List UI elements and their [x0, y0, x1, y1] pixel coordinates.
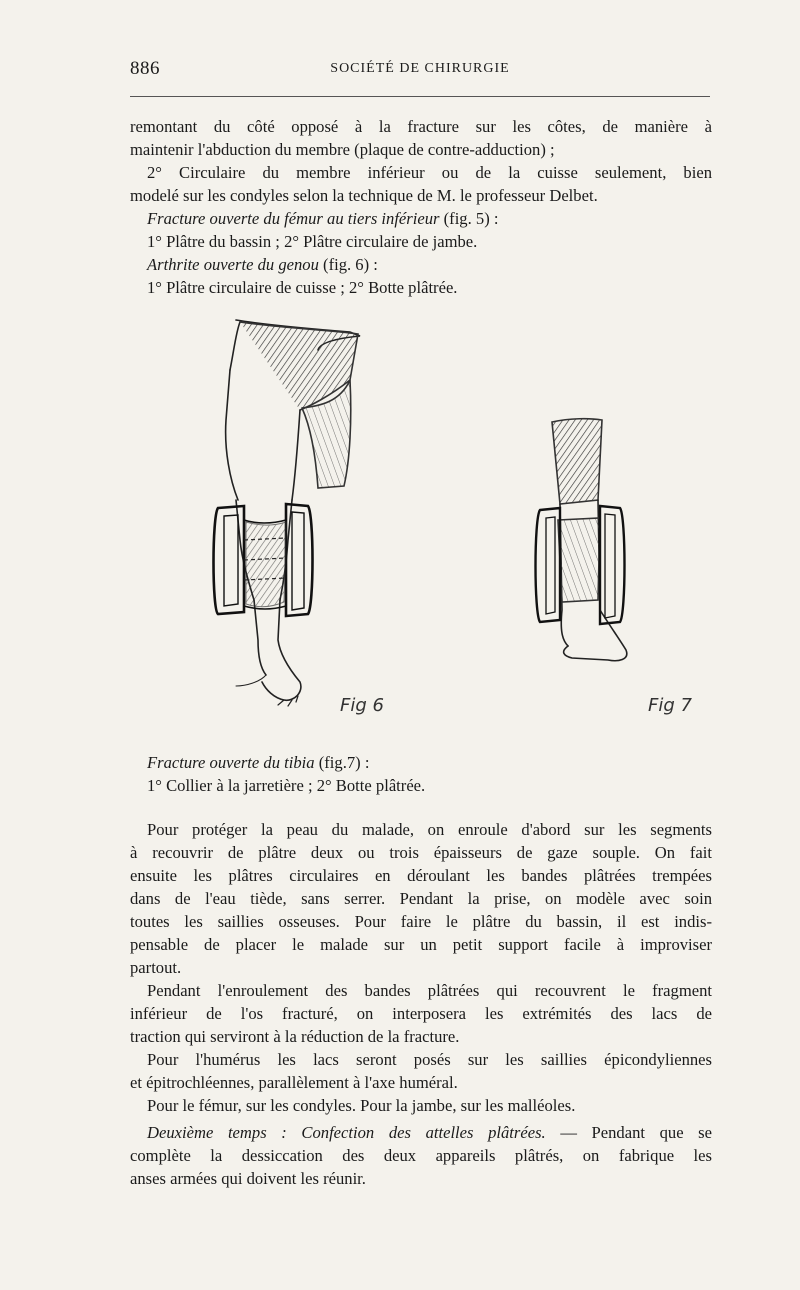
running-head — [130, 58, 710, 84]
figure-ref: (fig.7) : — [314, 753, 370, 772]
text-line: 1° Plâtre du bassin ; 2° Plâtre circulaire de jambe. — [147, 232, 478, 251]
text-run: — Pendant que se — [545, 1123, 712, 1142]
text-block-body — [130, 818, 712, 1190]
text-line: anses armées qui doivent les réunir. — [130, 1169, 366, 1188]
italic-heading: Arthrite ouverte du genou — [147, 255, 319, 274]
figure-6-caption: Fig 6 — [340, 695, 384, 716]
running-title: SOCIÉTÉ DE CHIRURGIE — [330, 61, 510, 76]
text-line: 1° Plâtre circulaire de cuisse ; 2° Botte plâtrée. — [147, 278, 458, 297]
text-line: 1° Collier à la jarretière ; 2° Botte plâtrée. — [147, 776, 426, 795]
fig6-cast-shading — [246, 522, 286, 607]
text-block-top — [130, 115, 712, 299]
text-line: 2° Circulaire du membre inférieur ou de la cuisse seulement, bien — [147, 163, 712, 182]
italic-heading: Deuxième temps : Confection des attelles plâtrées. — [147, 1123, 546, 1142]
italic-heading: Fracture ouverte du fémur au tiers inférieur — [147, 209, 440, 228]
text-line: Pour protéger la peau du malade, on enroule d'abord sur les segments — [147, 820, 712, 839]
figure-ref: (fig. 5) : — [439, 209, 499, 228]
text-line: inférieur de l'os fracturé, on interposera les extrémités des lacs de — [130, 1004, 712, 1023]
text-line: traction qui serviront à la réduction de la fracture. — [130, 1027, 460, 1046]
page-number: 886 — [130, 58, 160, 79]
figure-area — [200, 310, 720, 730]
text-line — [130, 1121, 712, 1144]
fig6-drawing — [226, 320, 360, 706]
text-line: maintenir l'abduction du membre (plaque de contre-adduction) ; — [130, 140, 555, 159]
italic-heading: Fracture ouverte du tibia — [147, 753, 315, 772]
figure-ref: (fig. 6) : — [318, 255, 378, 274]
text-line — [130, 751, 712, 774]
text-line: pensable de placer le malade sur un petit support facile à improviser — [130, 935, 712, 954]
header-rule — [130, 96, 710, 97]
text-line — [130, 207, 712, 230]
text-line: dans de l'eau tiède, sans serrer. Pendant la prise, on modèle avec soin — [130, 889, 712, 908]
leg-illustrations — [200, 310, 720, 730]
text-line: partout. — [130, 958, 182, 977]
text-line: à recouvrir de plâtre deux ou trois épaisseurs de gaze souple. On fait — [130, 843, 712, 862]
figure-7-caption: Fig 7 — [648, 695, 692, 716]
text-line: toutes les saillies osseuses. Pour faire le plâtre du bassin, il est indis- — [130, 912, 712, 931]
text-line: modelé sur les condyles selon la technique de M. le professeur Delbet. — [130, 186, 598, 205]
text-line: Pendant l'enroulement des bandes plâtrées qui recouvrent le fragment — [147, 981, 712, 1000]
text-line: Pour l'humérus les lacs seront posés sur les saillies épicondyliennes — [147, 1050, 712, 1069]
text-line: Pour le fémur, sur les condyles. Pour la jambe, sur les malléoles. — [147, 1096, 576, 1115]
text-line: et épitrochléennes, parallèlement à l'axe huméral. — [130, 1073, 458, 1092]
text-block-middle — [130, 751, 712, 797]
text-line — [130, 253, 712, 276]
text-line: complète la dessiccation des deux appareils plâtrés, on fabrique les — [130, 1146, 712, 1165]
text-line: ensuite les plâtres circulaires en déroulant les bandes plâtrées trempées — [130, 866, 712, 885]
text-line: remontant du côté opposé à la fracture sur les côtes, de manière à — [130, 117, 712, 136]
